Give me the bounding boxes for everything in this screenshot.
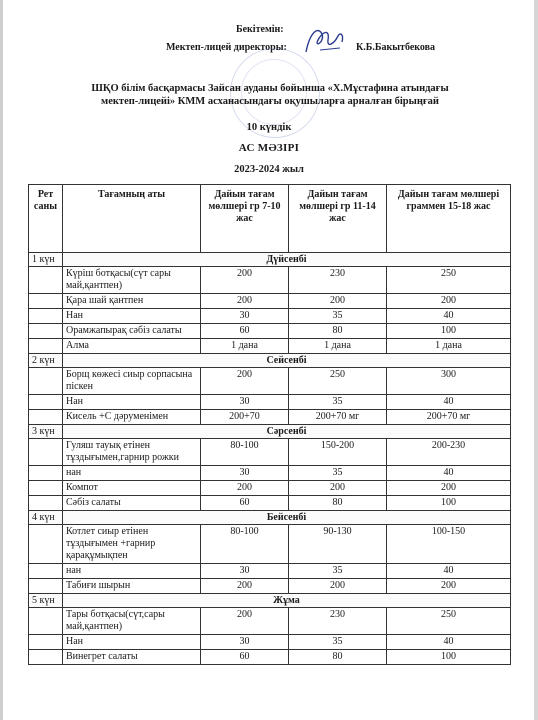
portion-7-10: 80-100 — [201, 439, 289, 466]
dish-name: Котлет сиыр етінен тұздығымен +гарнир қарақұмықпен — [63, 525, 201, 564]
day-row — [29, 511, 511, 525]
table-row — [29, 309, 511, 324]
table-row — [29, 294, 511, 309]
approval-position: Мектеп-лицей директоры: — [166, 42, 287, 53]
table-row — [29, 481, 511, 496]
dish-name: Сәбіз салаты — [63, 496, 201, 511]
table-row — [29, 564, 511, 579]
portion-15-18: 1 дана — [387, 339, 511, 354]
portion-7-10: 60 — [201, 324, 289, 339]
row-number-cell — [29, 564, 63, 579]
day-row — [29, 354, 511, 368]
portion-7-10: 200 — [201, 608, 289, 635]
portion-7-10: 30 — [201, 395, 289, 410]
day-name: Сейсенбі — [63, 354, 511, 368]
portion-11-14: 35 — [289, 564, 387, 579]
row-number-cell — [29, 525, 63, 564]
portion-15-18: 100-150 — [387, 525, 511, 564]
portion-15-18: 250 — [387, 267, 511, 294]
portion-15-18: 300 — [387, 368, 511, 395]
row-number-cell — [29, 608, 63, 635]
row-number-cell — [29, 368, 63, 395]
row-number-cell — [29, 309, 63, 324]
duration-label: 10 күндік — [246, 122, 292, 133]
portion-15-18: 100 — [387, 324, 511, 339]
row-number-cell — [29, 496, 63, 511]
day-number: 3 күн — [29, 425, 63, 439]
dish-name: Кисель +С дәруменімен — [63, 410, 201, 425]
portion-7-10: 30 — [201, 564, 289, 579]
header-age-15-18: Дайын тағам мөлшері граммен 15-18 жас — [387, 185, 511, 253]
portion-7-10: 1 дана — [201, 339, 289, 354]
portion-7-10: 200+70 — [201, 410, 289, 425]
table-row — [29, 410, 511, 425]
table-row — [29, 496, 511, 511]
header-age-11-14: Дайын тағам мөлшері гр 11-14 жас — [289, 185, 387, 253]
dish-name: Нан — [63, 309, 201, 324]
dish-name: Тары ботқасы(сүт,сары май,қантпен) — [63, 608, 201, 635]
portion-11-14: 80 — [289, 650, 387, 665]
dish-name: Табиғи шырын — [63, 579, 201, 594]
portion-11-14: 80 — [289, 324, 387, 339]
portion-11-14: 230 — [289, 608, 387, 635]
day-name: Дүйсенбі — [63, 253, 511, 267]
dish-name: Нан — [63, 395, 201, 410]
portion-11-14: 200 — [289, 294, 387, 309]
portion-15-18: 40 — [387, 564, 511, 579]
row-number-cell — [29, 481, 63, 496]
portion-15-18: 250 — [387, 608, 511, 635]
dish-name: Орамжапырақ сәбіз салаты — [63, 324, 201, 339]
portion-11-14: 35 — [289, 395, 387, 410]
table-row — [29, 439, 511, 466]
day-row — [29, 594, 511, 608]
school-year: 2023-2024 жыл — [234, 164, 304, 175]
table-row — [29, 368, 511, 395]
table-row — [29, 339, 511, 354]
header-number: Рет саны — [29, 185, 63, 253]
portion-7-10: 200 — [201, 267, 289, 294]
portion-15-18: 40 — [387, 635, 511, 650]
dish-name: нан — [63, 564, 201, 579]
day-name: Бейсенбі — [63, 511, 511, 525]
document-heading — [40, 82, 500, 108]
portion-15-18: 200-230 — [387, 439, 511, 466]
row-number-cell — [29, 267, 63, 294]
day-number: 5 күн — [29, 594, 63, 608]
approval-title: Бекітемін: — [236, 24, 284, 35]
dish-name: нан — [63, 466, 201, 481]
header-age-7-10: Дайын тағам мөлшері гр 7-10 жас — [201, 185, 289, 253]
portion-7-10: 30 — [201, 309, 289, 324]
portion-15-18: 200 — [387, 481, 511, 496]
day-name: Жұма — [63, 594, 511, 608]
dish-name: Винегрет салаты — [63, 650, 201, 665]
day-row — [29, 253, 511, 267]
row-number-cell — [29, 339, 63, 354]
day-number: 2 күн — [29, 354, 63, 368]
table-row — [29, 650, 511, 665]
portion-7-10: 30 — [201, 466, 289, 481]
row-number-cell — [29, 439, 63, 466]
portion-7-10: 200 — [201, 294, 289, 309]
portion-7-10: 200 — [201, 368, 289, 395]
approval-name: К.Б.Бакытбекова — [356, 42, 436, 53]
signature-icon — [300, 22, 350, 58]
menu-table-body — [29, 253, 511, 665]
dish-name: Қара шай қантпен — [63, 294, 201, 309]
page-left-edge — [0, 0, 3, 720]
heading-line-1: ШҚО білім басқармасы Зайсан ауданы бойынша «Х.Мұстафина атындағы — [91, 83, 449, 94]
portion-11-14: 250 — [289, 368, 387, 395]
portion-11-14: 200 — [289, 579, 387, 594]
portion-15-18: 40 — [387, 466, 511, 481]
portion-7-10: 60 — [201, 496, 289, 511]
portion-15-18: 40 — [387, 309, 511, 324]
dish-name: Гуляш тауық етінен тұздығымен,гарнир рожки — [63, 439, 201, 466]
portion-11-14: 200+70 мг — [289, 410, 387, 425]
portion-15-18: 200+70 мг — [387, 410, 511, 425]
row-number-cell — [29, 410, 63, 425]
day-name: Сәрсенбі — [63, 425, 511, 439]
table-row — [29, 466, 511, 481]
portion-7-10: 60 — [201, 650, 289, 665]
row-number-cell — [29, 466, 63, 481]
portion-11-14: 35 — [289, 309, 387, 324]
portion-15-18: 200 — [387, 294, 511, 309]
table-header-row — [29, 185, 511, 253]
menu-table — [28, 184, 511, 665]
row-number-cell — [29, 324, 63, 339]
portion-7-10: 80-100 — [201, 525, 289, 564]
table-row — [29, 579, 511, 594]
portion-7-10: 200 — [201, 481, 289, 496]
heading-line-2: мектеп-лицейі» КММ асханасындағы оқушыларға арналған бірыңғай — [101, 96, 439, 107]
portion-11-14: 1 дана — [289, 339, 387, 354]
portion-15-18: 40 — [387, 395, 511, 410]
table-row — [29, 395, 511, 410]
portion-11-14: 150-200 — [289, 439, 387, 466]
portion-15-18: 100 — [387, 496, 511, 511]
dish-name: Борщ көжесі сиыр сорпасына піскен — [63, 368, 201, 395]
portion-7-10: 200 — [201, 579, 289, 594]
portion-11-14: 80 — [289, 496, 387, 511]
day-number: 4 күн — [29, 511, 63, 525]
portion-11-14: 35 — [289, 466, 387, 481]
portion-11-14: 230 — [289, 267, 387, 294]
portion-7-10: 30 — [201, 635, 289, 650]
portion-11-14: 200 — [289, 481, 387, 496]
dish-name: Күріш ботқасы(сүт сары май,қантпен) — [63, 267, 201, 294]
table-row — [29, 267, 511, 294]
table-row — [29, 525, 511, 564]
table-row — [29, 635, 511, 650]
dish-name: Компот — [63, 481, 201, 496]
header-dish: Тағамның аты — [63, 185, 201, 253]
portion-15-18: 100 — [387, 650, 511, 665]
row-number-cell — [29, 650, 63, 665]
day-row — [29, 425, 511, 439]
page-right-edge — [534, 0, 538, 720]
row-number-cell — [29, 635, 63, 650]
dish-name: Алма — [63, 339, 201, 354]
document-title: АС МӘЗІРІ — [238, 142, 300, 154]
portion-11-14: 90-130 — [289, 525, 387, 564]
portion-11-14: 35 — [289, 635, 387, 650]
table-row — [29, 324, 511, 339]
row-number-cell — [29, 579, 63, 594]
dish-name: Нан — [63, 635, 201, 650]
table-row — [29, 608, 511, 635]
row-number-cell — [29, 294, 63, 309]
day-number: 1 күн — [29, 253, 63, 267]
portion-15-18: 200 — [387, 579, 511, 594]
row-number-cell — [29, 395, 63, 410]
